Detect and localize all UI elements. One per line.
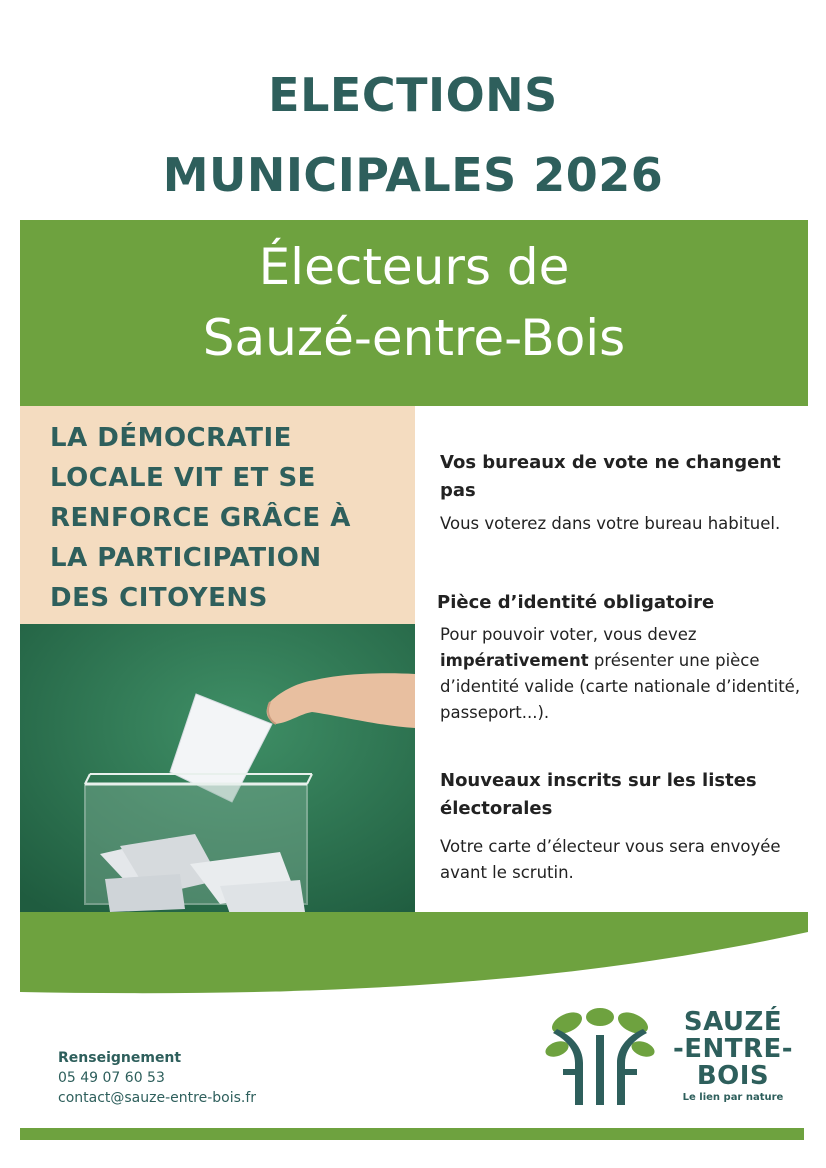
slogan-line: LA DÉMOCRATIE <box>50 423 292 453</box>
inscrits-text: Votre carte d’électeur vous sera envoyée avant le scrutin. <box>440 837 781 882</box>
slogan-line: LOCALE VIT ET SE <box>50 463 316 493</box>
bureaux-title: Vos bureaux de vote ne changent pas <box>440 452 781 501</box>
slogan-line: RENFORCE GRÂCE À <box>50 503 351 533</box>
bottom-bar <box>20 1128 804 1140</box>
banner-line1: Électeurs de <box>258 238 570 296</box>
contact-phone[interactable]: 05 49 07 60 53 <box>58 1070 165 1086</box>
bureaux-text: Vous voterez dans votre bureau habituel. <box>440 514 781 533</box>
slogan-panel <box>20 406 415 624</box>
logo-word-2: -ENTRE- <box>672 1034 794 1064</box>
identite-text-bold: impérativement <box>440 651 589 670</box>
green-banner <box>20 220 808 406</box>
identite-text-after: présenter une pièce d’identité valide (carte nationale d’identité, passeport...). <box>440 651 801 722</box>
contact-block <box>58 1048 256 1108</box>
contact-title: Renseignement <box>58 1050 182 1066</box>
tree-pillars-icon <box>545 1005 655 1107</box>
town-logo <box>545 1005 805 1113</box>
identite-text <box>440 622 810 726</box>
page-title-line2: MUNICIPALES 2026 <box>162 148 664 202</box>
slogan-line: DES CITOYENS <box>50 583 268 613</box>
banner-line2: Sauzé-entre-Bois <box>202 309 626 367</box>
page-title-line1: ELECTIONS <box>268 68 558 122</box>
identite-title: Pièce d’identité obligatoire <box>437 592 715 613</box>
logo-wordmark <box>663 1009 803 1103</box>
green-swoosh <box>20 912 808 996</box>
contact-email[interactable]: contact@sauze-entre-bois.fr <box>58 1090 257 1106</box>
slogan-line: LA PARTICIPATION <box>50 543 322 573</box>
inscrits-title: Nouveaux inscrits sur les listes électorales <box>440 770 757 819</box>
logo-word-3: BOIS <box>696 1061 770 1091</box>
identite-text-before: Pour pouvoir voter, vous devez <box>440 625 697 644</box>
ballot-box-photo <box>20 624 415 914</box>
logo-tagline: Le lien par nature <box>682 1092 784 1103</box>
slogan-text <box>50 418 410 618</box>
logo-word-1: SAUZÉ <box>683 1007 783 1037</box>
